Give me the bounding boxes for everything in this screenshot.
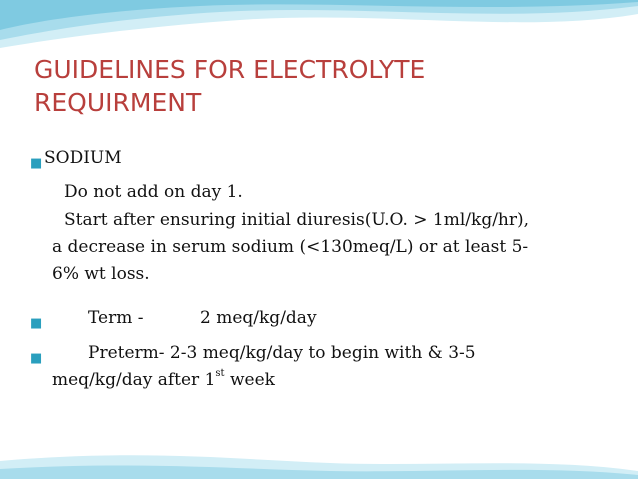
term-label: Term - — [88, 308, 144, 328]
term-value: 2 meq/kg/day — [200, 308, 317, 328]
bullet-icon: ■ — [30, 351, 43, 366]
text-start: Start after ensuring initial diuresis(U.O. > 1ml/kg/hr), — [64, 210, 530, 230]
bullet-icon: ■ — [30, 316, 43, 331]
bullet-icon: ■ — [30, 156, 43, 171]
preterm-line-2-text: meq/kg/day after 1 — [52, 370, 216, 390]
text-decrease: a decrease in serum sodium (<130meq/L) or at least 5- — [52, 237, 529, 257]
text-wtloss: 6% wt loss. — [52, 264, 150, 284]
title-line-1: GUIDELINES FOR ELECTROLYTE — [34, 55, 426, 84]
slide-title — [34, 53, 614, 119]
preterm-line-2-end: week — [224, 370, 275, 390]
preterm-superscript: st — [215, 368, 225, 380]
title-line-2: REQUIRMENT — [34, 88, 202, 117]
preterm-line-1: Preterm- 2-3 meq/kg/day to begin with & 3-5 — [88, 343, 476, 363]
heading-sodium: SODIUM — [44, 148, 122, 168]
bottom-wave-decoration — [0, 445, 638, 479]
text-day1: Do not add on day 1. — [64, 182, 243, 202]
top-wave-decoration — [0, 0, 638, 60]
preterm-line-2 — [52, 368, 275, 393]
